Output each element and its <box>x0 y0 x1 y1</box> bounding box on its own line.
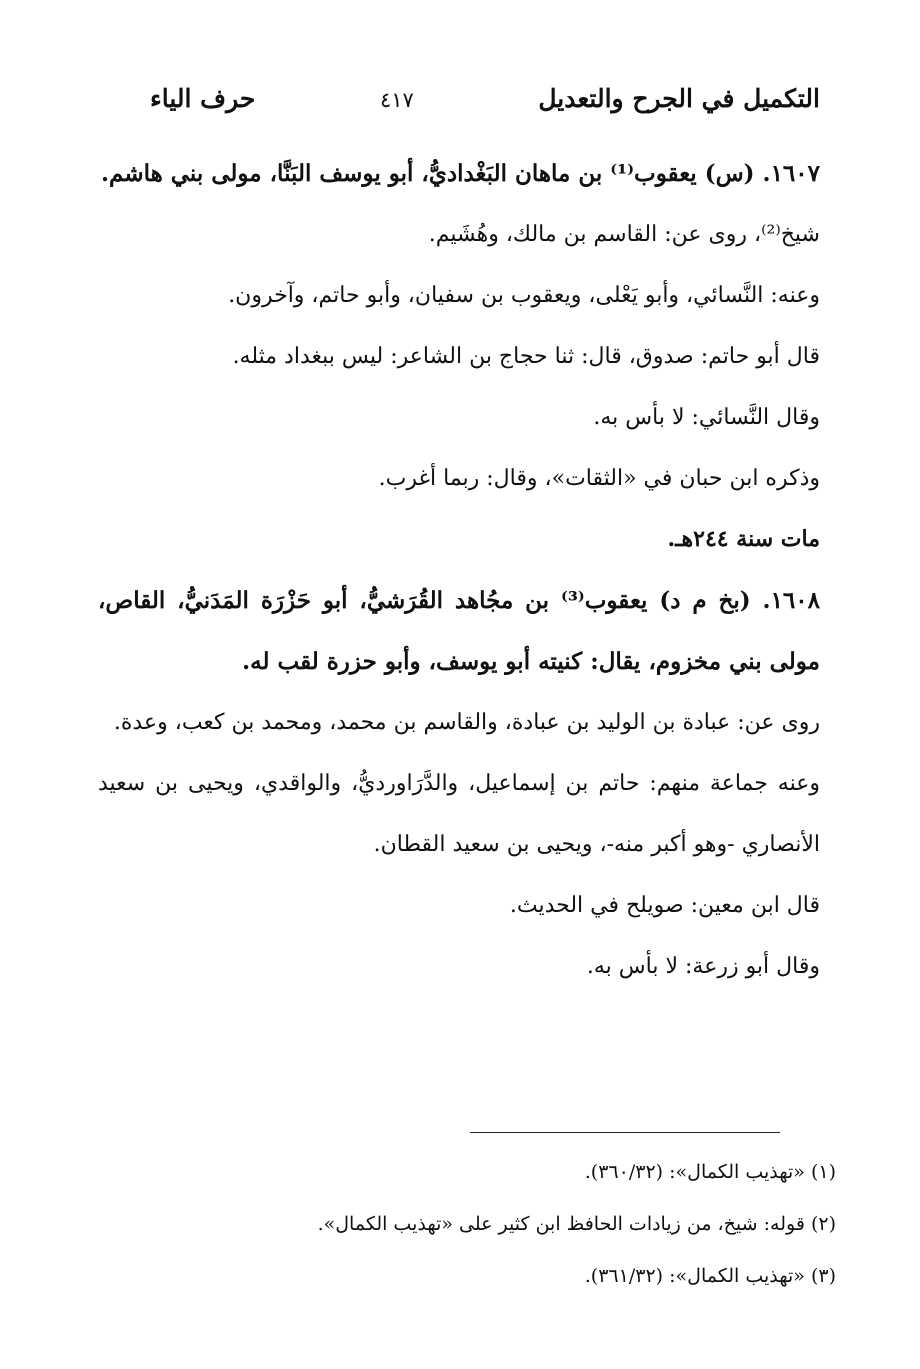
page-number: ٤١٧ <box>379 88 414 112</box>
footnote: (٣) «تهذيب الكمال»: (٣٦١/٣٢). <box>584 1265 836 1287</box>
paragraph: وقال أبو زرعة: لا بأس به. <box>586 954 820 979</box>
paragraph: قال ابن معين: صويلح في الحديث. <box>509 893 820 918</box>
footnote: (٢) قوله: شيخ، من زيادات الحافظ ابن كثير على «تهذيب الكمال». <box>317 1213 836 1235</box>
paragraph: مات سنة ٢٤٤هـ. <box>667 526 820 552</box>
entry-heading: ١٦٠٧. (س) يعقوب⁽¹⁾ بن ماهان البَغْداديُّ، أبو يوسف البَنَّا، مولى بني هاشم. <box>101 160 820 187</box>
paragraph: وذكره ابن حبان في «الثقات»، وقال: ربما أغرب. <box>378 466 820 491</box>
header-section-title: حرف الياء <box>150 84 256 113</box>
header-book-title: التكميل في الجرح والتعديل <box>538 84 820 113</box>
footnote-separator <box>470 1132 780 1133</box>
paragraph: شيخ⁽²⁾، روى عن: القاسم بن مالك، وهُشَيم. <box>428 222 820 247</box>
entry-heading: ١٦٠٨. (بخ م د) يعقوب⁽³⁾ بن مجُاهد القُرَشيُّ، أبو حَزْرَة المَدَنيُّ، القاص، مولى بني مخزوم، يقال: كنيته أبو يوسف، وأبو حزرة لقب له. <box>98 587 820 675</box>
paragraph: قال أبو حاتم: صدوق، قال: ثنا حجاج بن الشاعر: ليس ببغداد مثله. <box>232 344 820 369</box>
paragraph: وعنه: النَّسائي، وأبو يَعْلى، ويعقوب بن سفيان، وأبو حاتم، وآخرون. <box>228 283 820 308</box>
footnote: (١) «تهذيب الكمال»: (٣٦٠/٣٢). <box>584 1161 836 1183</box>
paragraph: وعنه جماعة منهم: حاتم بن إسماعيل، والدَّرَاورديُّ، والواقدي، ويحيى بن سعيد الأنصاري -وهو أكبر منه-، ويحيى بن سعيد القطان. <box>98 771 820 857</box>
paragraph: روى عن: عبادة بن الوليد بن عبادة، والقاسم بن محمد، ومحمد بن كعب، وعدة. <box>113 710 820 735</box>
main-text <box>98 143 820 997</box>
footnotes <box>120 1146 836 1302</box>
running-header <box>150 84 820 113</box>
paragraph: وقال النَّسائي: لا بأس به. <box>593 405 820 430</box>
